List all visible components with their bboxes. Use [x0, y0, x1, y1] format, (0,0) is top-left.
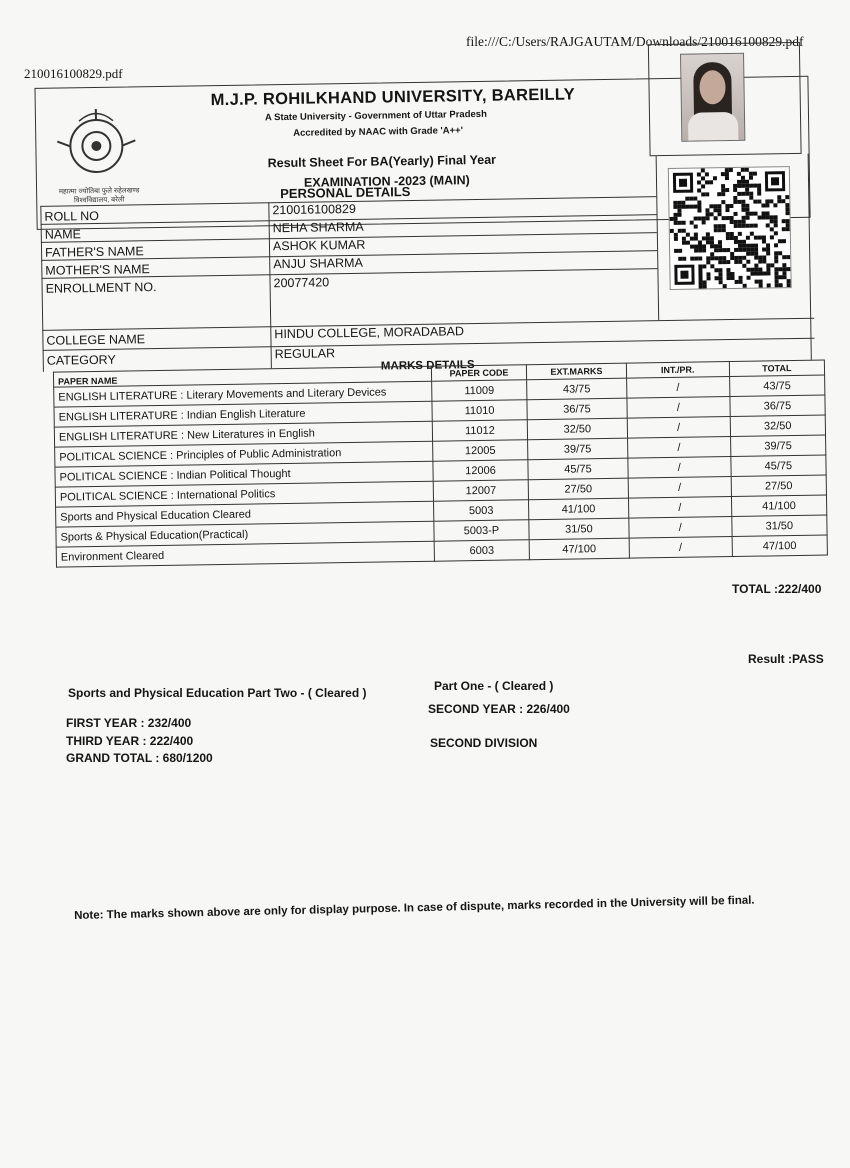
qr-module: [703, 284, 707, 288]
int-marks: /: [626, 377, 729, 399]
total-marks: 39/75: [730, 435, 826, 456]
qr-code: [668, 166, 792, 290]
total-marks: 27/50: [731, 475, 827, 496]
qr-module: [779, 283, 783, 287]
qr-module: [757, 192, 761, 196]
qr-module: [706, 216, 710, 220]
qr-module: [726, 260, 730, 264]
int-marks: /: [629, 517, 732, 539]
disclaimer-note: Note: The marks shown above are only for display purpose. In case of dispute, marks recorded in the University will be final.: [74, 894, 755, 922]
qr-module: [749, 176, 753, 180]
ext-marks: 43/75: [527, 378, 627, 400]
paper-name: ENGLISH LITERATURE : New Literatures in English: [54, 421, 432, 447]
qr-module: [709, 180, 713, 184]
qr-module: [767, 283, 771, 287]
qr-module: [725, 208, 729, 212]
paper-code: 6003: [434, 540, 529, 561]
third-year-marks: THIRD YEAR : 222/400: [66, 734, 194, 748]
int-marks: /: [628, 497, 731, 519]
qr-module: [694, 225, 698, 229]
qr-module: [729, 204, 733, 208]
qr-module: [754, 224, 758, 228]
col-ext-marks: EXT.MARKS: [526, 363, 626, 380]
int-marks: /: [627, 437, 730, 459]
result-status: Result :PASS: [748, 652, 824, 666]
total-marks: 43/75: [729, 375, 825, 396]
qr-module: [678, 249, 682, 253]
personal-details-heading: PERSONAL DETAILS: [280, 184, 411, 202]
qr-module: [787, 283, 791, 287]
father-value: ASHOK KUMAR: [272, 237, 366, 254]
qr-module: [786, 227, 790, 231]
college-value: HINDU COLLEGE, MORADABAD: [274, 324, 465, 342]
qr-module: [738, 232, 742, 236]
total-marks: 41/100: [731, 495, 827, 516]
qr-module: [698, 256, 702, 260]
paper-name: POLITICAL SCIENCE : Principles of Public Administration: [55, 441, 433, 467]
col-paper-name: PAPER NAME: [53, 366, 431, 387]
qr-module: [713, 176, 717, 180]
paper-name: Sports & Physical Education(Practical): [56, 521, 434, 547]
grand-total: GRAND TOTAL : 680/1200: [66, 751, 213, 765]
qr-module: [729, 168, 733, 172]
division: SECOND DIVISION: [430, 736, 538, 750]
qr-module: [774, 243, 778, 247]
second-year-marks: SECOND YEAR : 226/400: [428, 702, 570, 716]
father-label: FATHER'S NAME: [44, 244, 144, 260]
qr-module: [682, 257, 686, 261]
qr-module: [721, 192, 725, 196]
qr-module: [759, 284, 763, 288]
qr-module: [725, 176, 729, 180]
col-total: TOTAL: [729, 360, 824, 376]
ext-marks: 31/50: [529, 518, 629, 540]
ext-marks: 41/100: [529, 498, 629, 520]
qr-module: [785, 211, 789, 215]
qr-module: [674, 237, 678, 241]
ext-marks: 36/75: [527, 398, 627, 420]
qr-module: [765, 203, 769, 207]
file-name-header: 210016100829.pdf: [24, 66, 123, 81]
int-marks: /: [627, 397, 730, 419]
paper-name: POLITICAL SCIENCE : International Politics: [55, 481, 433, 507]
qr-module: [743, 284, 747, 288]
paper-code: 12007: [433, 480, 528, 501]
paper-code: 5003-P: [434, 520, 529, 541]
paper-name: ENGLISH LITERATURE : Literary Movements and Literary Devices: [54, 381, 432, 407]
qr-module: [725, 188, 729, 192]
category-value: REGULAR: [274, 346, 336, 362]
part-one-status: Part One - ( Cleared ): [434, 679, 554, 693]
total-marks: 31/50: [732, 515, 828, 536]
qr-module: [682, 221, 686, 225]
paper-code: 11010: [432, 400, 527, 421]
university-title: M.J.P. ROHILKHAND UNIVERSITY, BAREILLY: [210, 85, 576, 110]
paper-name: ENGLISH LITERATURE : Indian English Literature: [54, 401, 432, 427]
qr-module: [723, 284, 727, 288]
qr-module: [702, 220, 706, 224]
qr-module: [707, 276, 711, 280]
name-value: NEHA SHARMA: [272, 219, 364, 236]
qr-module: [766, 271, 770, 275]
total-marks: 32/50: [730, 415, 826, 436]
mother-value: ANJU SHARMA: [273, 255, 363, 272]
ext-marks: 32/50: [527, 418, 627, 440]
accreditation: Accredited by NAAC with Grade 'A++': [293, 125, 464, 139]
qr-module: [705, 172, 709, 176]
int-marks: /: [628, 457, 731, 479]
name-label: NAME: [44, 227, 82, 242]
total-marks: 47/100: [732, 535, 828, 556]
int-marks: /: [629, 537, 732, 559]
paper-name: Sports and Physical Education Cleared: [56, 501, 434, 527]
exam-title: EXAMINATION -2023 (MAIN): [303, 173, 470, 190]
qr-module: [766, 251, 770, 255]
ext-marks: 39/75: [528, 438, 628, 460]
enrollment-value: 20077420: [273, 275, 330, 291]
qr-module: [774, 231, 778, 235]
total-marks: 45/75: [731, 455, 827, 476]
paper-code: 11012: [432, 420, 527, 441]
qr-module: [774, 259, 778, 263]
qr-module: [773, 203, 777, 207]
file-url-header: file:///C:/Users/RAJGAUTAM/Downloads/210016100829.pdf: [466, 34, 804, 49]
ext-marks: 45/75: [528, 458, 628, 480]
qr-module: [701, 184, 705, 188]
first-year-marks: FIRST YEAR : 232/400: [66, 716, 192, 730]
paper-code: 12006: [433, 460, 528, 481]
sports-part-two: Sports and Physical Education Part Two - ( Cleared ): [68, 686, 367, 700]
category-label: CATEGORY: [46, 352, 116, 368]
qr-module: [678, 213, 682, 217]
qr-module: [705, 192, 709, 196]
marks-table: [53, 360, 828, 568]
result-sheet: [30, 46, 828, 588]
ext-marks: 47/100: [529, 538, 629, 560]
paper-name: Environment Cleared: [56, 541, 434, 567]
qr-module: [786, 267, 790, 271]
paper-name: POLITICAL SCIENCE : Indian Political Thought: [55, 461, 433, 487]
university-subtitle: A State University - Government of Uttar Pradesh: [264, 108, 487, 124]
logo-caption: महात्मा ज्योतिबा फुले रुहेलखण्ड विश्वविद्यालय, बरेली: [58, 187, 140, 205]
qr-module: [746, 216, 750, 220]
qr-module: [702, 248, 706, 252]
qr-module: [753, 172, 757, 176]
paper-code: 12005: [433, 440, 528, 461]
marks-details-heading: MARKS DETAILS: [380, 359, 475, 373]
result-sheet-title: Result Sheet For BA(Yearly) Final Year: [267, 152, 497, 171]
qr-module: [734, 212, 738, 216]
enrollment-label: ENROLLMENT NO.: [45, 280, 157, 296]
total-marks: 36/75: [730, 395, 826, 416]
col-paper-code: PAPER CODE: [431, 365, 526, 381]
int-marks: /: [627, 417, 730, 439]
qr-module: [746, 260, 750, 264]
qr-module: [714, 216, 718, 220]
student-photo: [680, 53, 745, 142]
qr-module: [746, 236, 750, 240]
ext-marks: 27/50: [528, 478, 628, 500]
qr-module: [774, 223, 778, 227]
qr-module: [702, 264, 706, 268]
qr-module: [697, 208, 701, 212]
qr-module: [782, 239, 786, 243]
qr-module: [770, 235, 774, 239]
col-int-pr: INT./PR.: [626, 362, 729, 379]
qr-module: [747, 276, 751, 280]
int-marks: /: [628, 477, 731, 499]
paper-code: 5003: [433, 500, 528, 521]
qr-module: [786, 255, 790, 259]
roll-label: ROLL NO: [44, 208, 100, 224]
mother-label: MOTHER'S NAME: [45, 262, 150, 278]
roll-value: 210016100829: [272, 201, 356, 218]
grand-total-current: TOTAL :222/400: [732, 582, 822, 596]
college-label: COLLEGE NAME: [46, 332, 146, 348]
paper-code: 11009: [432, 380, 527, 401]
university-logo-icon: [49, 100, 145, 186]
qr-module: [785, 195, 789, 199]
